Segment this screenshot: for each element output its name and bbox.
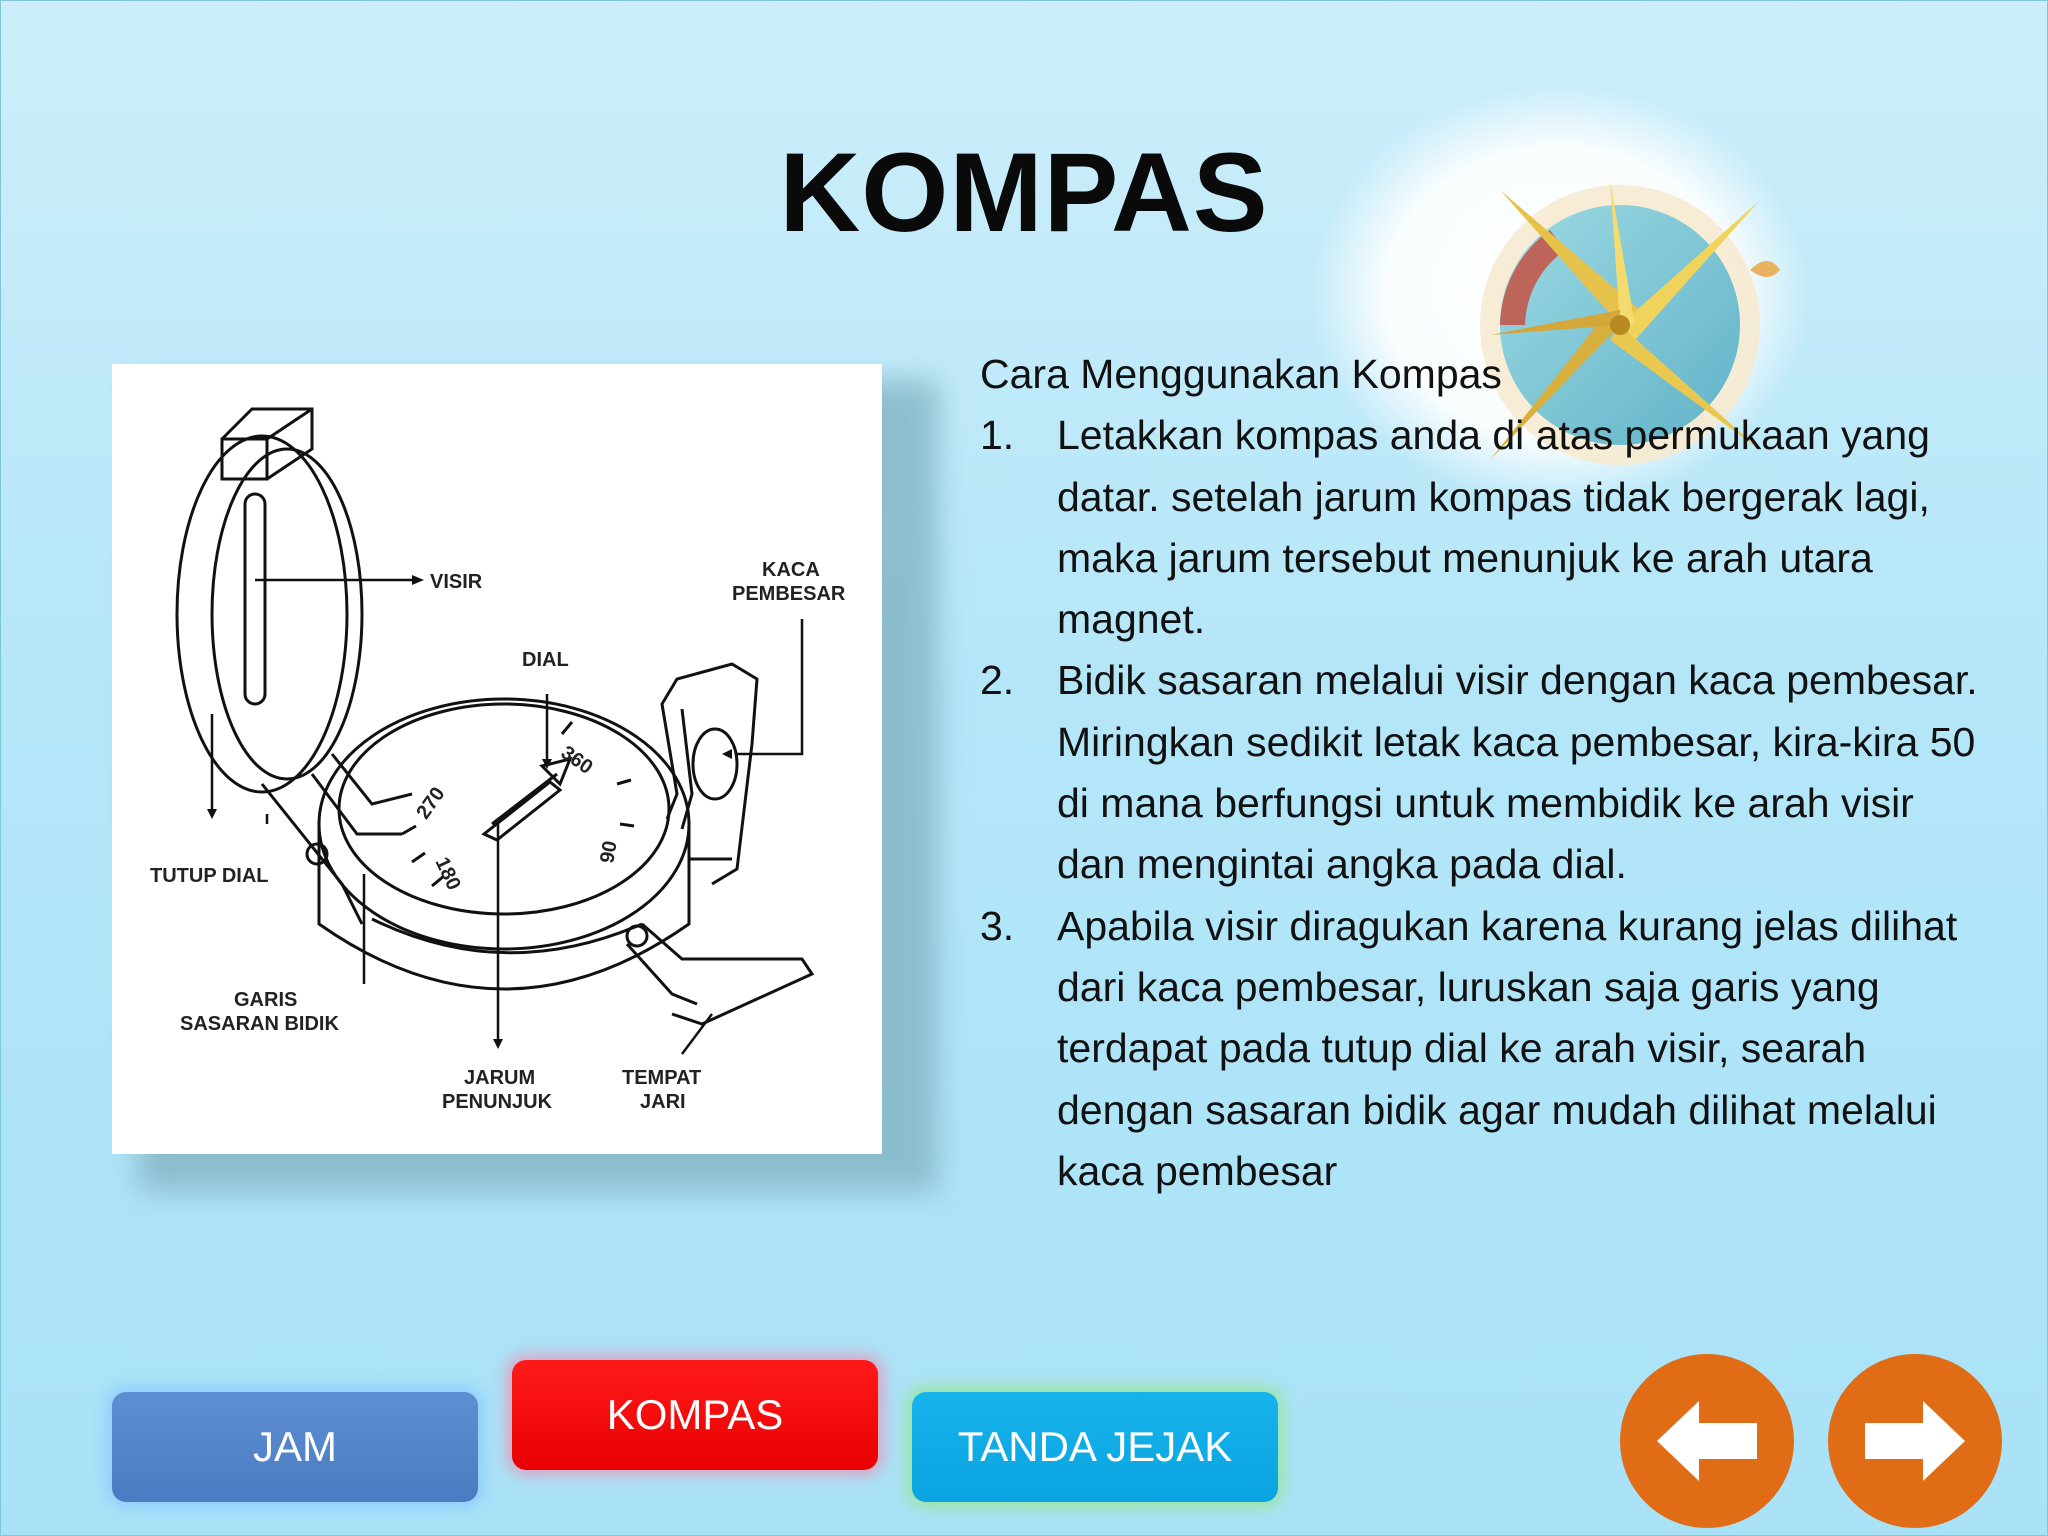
dial-360: 360 [556, 741, 597, 779]
step-item [980, 896, 1980, 1202]
label-garis-2: SASARAN BIDIK [180, 1013, 339, 1035]
label-garis-1: GARIS [234, 989, 298, 1011]
nav-jam-button[interactable]: JAM [112, 1392, 478, 1502]
label-jarum-1: JARUM [464, 1067, 536, 1089]
next-slide-button[interactable] [1828, 1354, 2002, 1528]
compass-diagram-svg [112, 364, 882, 1154]
label-kaca-2: PEMBESAR [732, 583, 846, 605]
nav-tanda-jejak-button[interactable]: TANDA JEJAK [912, 1392, 1278, 1502]
step-text: Letakkan kompas anda di atas permukaan yang datar. setelah jarum kompas tidak bergerak lagi, maka jarum tersebut menunjuk ke arah utara magnet. [1057, 412, 1930, 643]
step-item [980, 405, 1980, 650]
step-number: 2. [980, 657, 1015, 704]
label-dial: DIAL [522, 649, 569, 671]
label-jarum-2: PENUNJUK [442, 1091, 553, 1113]
label-tutup-dial: TUTUP DIAL [150, 865, 269, 887]
step-text: Apabila visir diragukan karena kurang jelas dilihat dari kaca pembesar, luruskan saja garis yang terdapat pada tutup dial ke arah visir, searah dengan sasaran bidik agar mudah dilihat melalui kaca pembesar [1057, 902, 1958, 1194]
dial-90: 90 [596, 839, 622, 865]
arrow-right-icon [1865, 1401, 1965, 1481]
dial-270: 270 [412, 783, 450, 824]
instructions [980, 344, 1980, 1202]
label-visir: VISIR [430, 571, 483, 593]
page-title: KOMPAS [779, 130, 1269, 255]
label-tempat-2: JARI [640, 1091, 686, 1113]
steps-list [980, 405, 1980, 1202]
arrow-left-icon [1657, 1401, 1757, 1481]
label-kaca-1: KACA [762, 559, 820, 581]
instructions-heading: Cara Menggunakan Kompas [980, 351, 1502, 397]
dial-180: 180 [430, 853, 465, 894]
step-number: 1. [980, 412, 1015, 459]
step-item [980, 650, 1980, 895]
prev-slide-button[interactable] [1620, 1354, 1794, 1528]
compass-diagram [112, 364, 882, 1154]
label-tempat-1: TEMPAT [622, 1067, 702, 1089]
step-text: Bidik sasaran melalui visir dengan kaca pembesar. Miringkan sedikit letak kaca pembesar, kira-kira 50 di mana berfungsi untuk membidik ke arah visir dan mengintai angka pada dial. [1057, 657, 1978, 888]
nav-kompas-button[interactable]: KOMPAS [512, 1360, 878, 1470]
step-number: 3. [980, 902, 1015, 949]
